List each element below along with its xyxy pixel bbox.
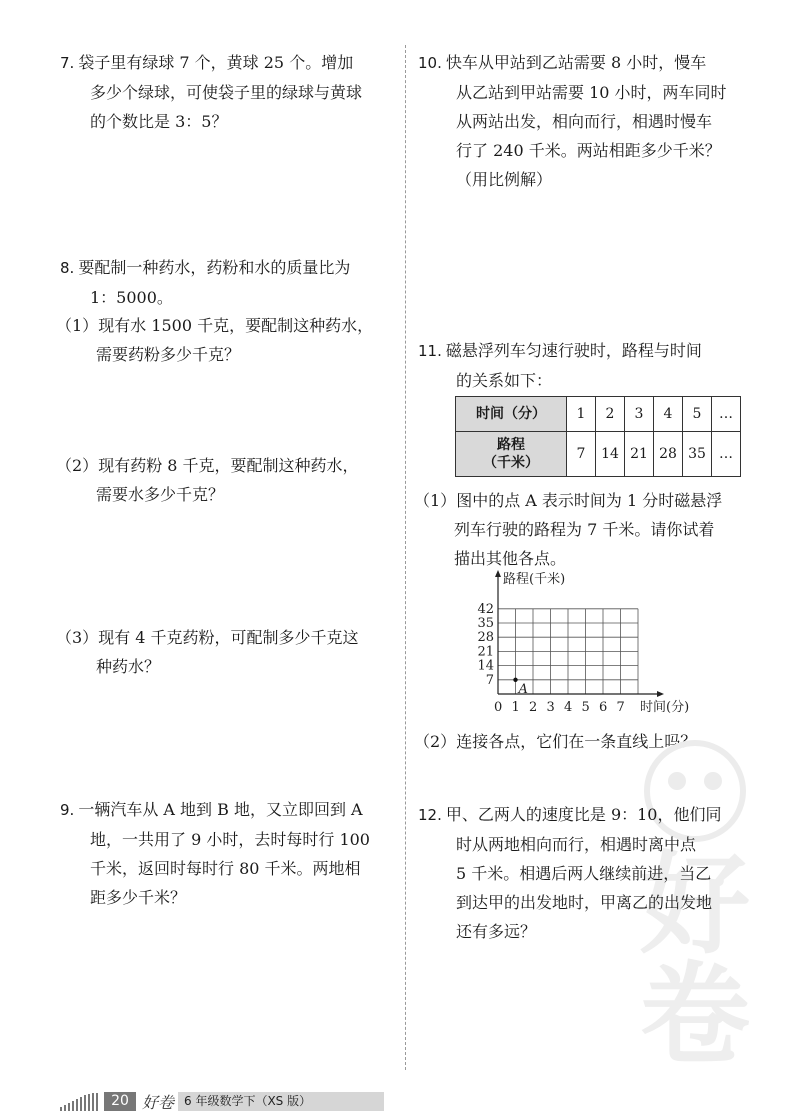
question-text-line: 从乙站到甲站需要 10 小时，两车同时 [456, 83, 727, 102]
x-tick-label: 7 [616, 700, 625, 715]
part-text-line: 需要水多少千克？ [96, 485, 225, 504]
part-label: （2） [56, 456, 99, 475]
table-row [456, 397, 741, 432]
y-tick-label: 42 [477, 601, 494, 617]
question-9 [60, 795, 395, 912]
table-cell: 35 [683, 432, 712, 477]
data-point [513, 678, 517, 682]
table-cell: 28 [654, 432, 683, 477]
y-tick-label: 21 [477, 644, 494, 660]
x-axis-label: 时间(分) [640, 700, 690, 715]
x-tick-label: 1 [511, 700, 520, 715]
question-7 [60, 48, 395, 136]
part-label: （1） [56, 316, 99, 335]
book-title: 6 年级数学下（XS 版） [178, 1092, 384, 1111]
question-text-line: 行了 240 千米。两站相距多少千米？ [456, 141, 721, 160]
x-tick-labels [494, 700, 625, 715]
y-tick-label: 7 [485, 672, 494, 688]
x-tick-label: 3 [546, 700, 555, 715]
page-number: 20 [104, 1092, 136, 1111]
question-text-line: 从两站出发，相向而行，相遇时慢车 [456, 112, 713, 131]
x-tick-label: 2 [529, 700, 538, 715]
question-text-line: 袋子里有绿球 7 个，黄球 25 个。增加 [78, 53, 354, 72]
y-tick-labels [477, 602, 494, 688]
question-number: 9. [60, 801, 75, 819]
watermark-char: 好 [640, 841, 750, 969]
header-line: （千米） [483, 455, 539, 471]
x-tick-label: 4 [564, 700, 573, 715]
column-divider [405, 45, 406, 1070]
question-11-part-1 [414, 486, 759, 573]
question-text-line: 快车从甲站到乙站需要 8 小时，慢车 [445, 53, 707, 72]
question-text-line: 要配制一种药水，药粉和水的质量比为 [78, 258, 351, 277]
question-8-part-1 [56, 311, 396, 369]
table-header-distance [456, 432, 567, 477]
question-text-line: 的关系如下： [456, 371, 553, 390]
table-cell: 7 [567, 432, 596, 477]
table-cell: 3 [625, 397, 654, 432]
point-label: A [518, 681, 528, 697]
question-8 [60, 253, 395, 312]
table-cell: … [712, 397, 741, 432]
table-cell: … [712, 432, 741, 477]
x-axis-arrow [657, 691, 664, 697]
question-10 [418, 48, 758, 194]
part-label: （2） [414, 732, 457, 751]
question-number: 10. [418, 54, 442, 72]
distance-time-chart [470, 570, 710, 720]
question-text-line: 的个数比是 3：5？ [90, 112, 228, 131]
header-line: 路程 [497, 437, 525, 453]
y-axis-label: 路程(千米) [503, 572, 566, 587]
question-text-line: 地，一共用了 9 小时，去时每时行 100 [90, 830, 370, 849]
brand-logo: 好卷 [142, 1093, 175, 1112]
y-tick-label: 14 [477, 658, 494, 674]
part-text-line: 需要药粉多少千克？ [96, 345, 241, 364]
question-number: 12. [418, 806, 442, 824]
question-text-line: 甲、乙两人的速度比是 9：10，他们同 [445, 805, 722, 824]
question-text-line: 千米，返回时每时行 80 千米。两地相 [90, 859, 361, 878]
table-cell: 4 [654, 397, 683, 432]
x-tick-label: 6 [599, 700, 608, 715]
part-text-line: 描出其他各点。 [454, 549, 567, 568]
part-text-line: 现有 4 千克药粉，可配制多少千克这 [98, 628, 359, 647]
question-text-line: 多少个绿球，可使袋子里的绿球与黄球 [90, 83, 363, 102]
question-12 [418, 800, 758, 946]
table-cell: 2 [596, 397, 625, 432]
x-tick-label: 5 [581, 700, 590, 715]
table-cell: 1 [567, 397, 596, 432]
table-container [418, 396, 758, 476]
decorative-bars [60, 1093, 102, 1111]
table-row [456, 432, 741, 477]
part-text-line: 现有水 1500 千克，要配制这种药水， [98, 316, 374, 335]
x-tick-label: 0 [494, 700, 503, 715]
y-tick-label: 28 [477, 630, 494, 646]
question-text-line: 距多少千米？ [90, 888, 187, 907]
time-distance-table [455, 396, 741, 477]
question-8-part-3 [56, 623, 396, 681]
question-number: 7. [60, 54, 75, 72]
watermark-char: 卷 [640, 951, 750, 1079]
y-axis-arrow [495, 570, 501, 577]
question-text-line: 时从两地相向而行，相遇时离中点 [456, 835, 697, 854]
part-label: （3） [56, 628, 99, 647]
table-cell: 14 [596, 432, 625, 477]
y-tick-label: 35 [477, 616, 494, 631]
question-number: 11. [418, 342, 442, 360]
part-label: （1） [414, 491, 457, 510]
part-text-line: 图中的点 A 表示时间为 1 分时磁悬浮 [456, 491, 723, 510]
question-text-line: 还有多远？ [456, 922, 537, 941]
table-cell: 5 [683, 397, 712, 432]
part-text-line: 现有药粉 8 千克，要配制这种药水， [98, 456, 359, 475]
question-text-line: （用比例解） [456, 170, 553, 189]
question-text-line: 磁悬浮列车匀速行驶时，路程与时间 [445, 341, 702, 360]
question-text-line: 一辆汽车从 A 地到 B 地，又立即回到 A [78, 800, 363, 819]
part-text-line: 列车行驶的路程为 7 千米。请你试着 [454, 520, 715, 539]
part-text-line: 种药水？ [96, 657, 161, 676]
part-text-line: 连接各点，它们在一条直线上吗？ [456, 732, 697, 751]
question-number: 8. [60, 259, 75, 277]
question-11 [418, 336, 758, 395]
question-text-line: 1：5000。 [90, 288, 173, 307]
question-text-line: 到达甲的出发地时，甲离乙的出发地 [456, 893, 713, 912]
question-text-line: 5 千米。相遇后两人继续前进，当乙 [456, 864, 712, 883]
table-header-time: 时间（分） [456, 397, 567, 432]
table-cell: 21 [625, 432, 654, 477]
page-footer [60, 1090, 380, 1112]
question-8-part-2 [56, 451, 396, 509]
